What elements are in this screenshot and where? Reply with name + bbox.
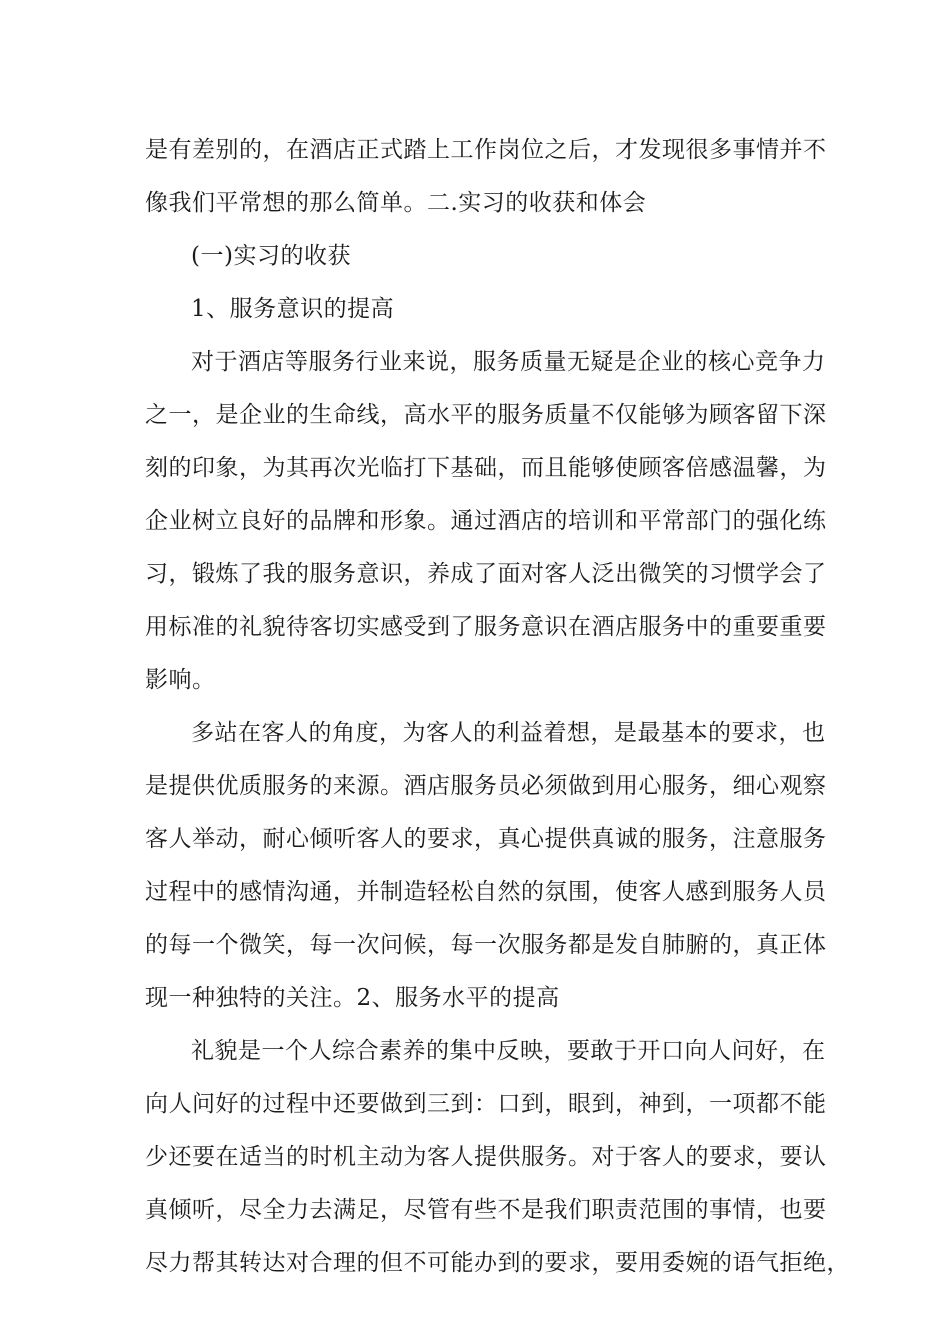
text-line: 之一，是企业的生命线，高水平的服务质量不仅能够为顾客留下深: [145, 402, 827, 428]
section-heading: (一)实习的收获: [191, 243, 351, 269]
text-line: 向人问好的过程中还要做到三到：口到，眼到，神到，一项都不能: [145, 1091, 827, 1117]
text-line: 现一种独特的关注。2、服务水平的提高: [145, 985, 560, 1011]
text-line: 像我们平常想的那么简单。二.实习的收获和体会: [145, 190, 647, 216]
text-line: 过程中的感情沟通，并制造轻松自然的氛围，使客人感到服务人员: [145, 879, 827, 905]
text-line: 少还要在适当的时机主动为客人提供服务。对于客人的要求，要认: [145, 1144, 827, 1170]
text-line: 尽力帮其转达对合理的但不可能办到的要求，要用委婉的语气拒绝，: [145, 1250, 850, 1276]
text-line: 是提供优质服务的来源。酒店服务员必须做到用心服务，细心观察: [145, 773, 827, 799]
text-line: 刻的印象，为其再次光临打下基础，而且能够使顾客倍感温馨，为: [145, 455, 827, 481]
text-line: 企业树立良好的品牌和形象。通过酒店的培训和平常部门的强化练: [145, 508, 827, 534]
text-line: 真倾听，尽全力去满足，尽管有些不是我们职责范围的事情，也要: [145, 1197, 827, 1223]
text-line: 习，锻炼了我的服务意识，养成了面对客人泛出微笑的习惯学会了: [145, 561, 827, 587]
text-line: 客人举动，耐心倾听客人的要求，真心提供真诚的服务，注意服务: [145, 826, 827, 852]
text-line: 影响。: [145, 667, 216, 693]
body-text: [145, 124, 850, 1290]
text-line: 的每一个微笑，每一次问候，每一次服务都是发自肺腑的，真正体: [145, 932, 827, 958]
text-line: 是有差别的，在酒店正式踏上工作岗位之后，才发现很多事情并不: [145, 137, 827, 163]
subsection-heading: 1、服务意识的提高: [191, 296, 395, 322]
text-line: 多站在客人的角度，为客人的利益着想，是最基本的要求，也: [191, 720, 826, 746]
text-line: 对于酒店等服务行业来说，服务质量无疑是企业的核心竞争力: [191, 349, 826, 375]
text-line: 礼貌是一个人综合素养的集中反映，要敢于开口向人问好，在: [191, 1038, 826, 1064]
text-line: 用标准的礼貌待客切实感受到了服务意识在酒店服务中的重要重要: [145, 614, 827, 640]
